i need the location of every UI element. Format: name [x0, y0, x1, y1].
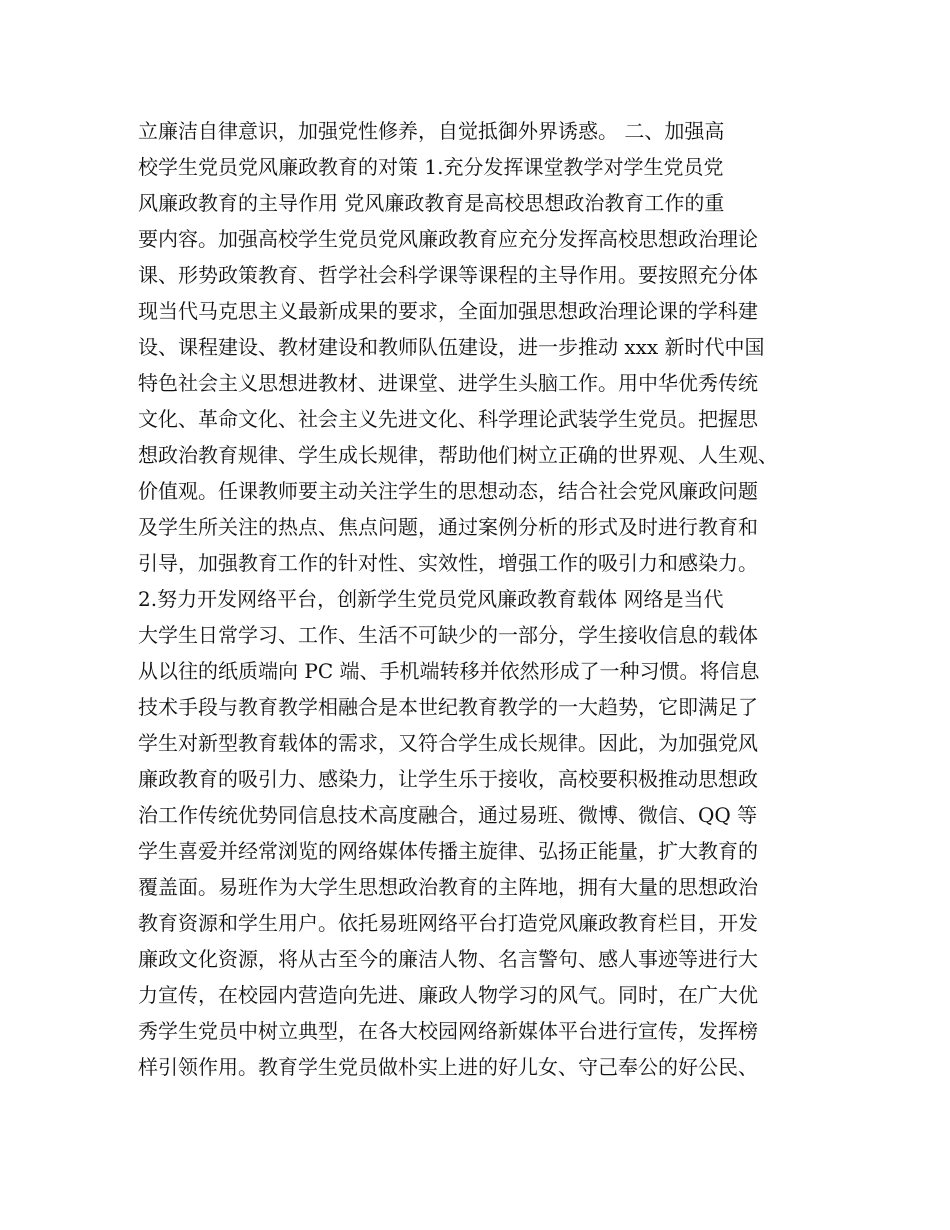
text-line-10: 想政治教育规律、学生成长规律，帮助他们树立正确的世界观、人生观、: [138, 443, 778, 467]
text-line-12: 及学生所关注的热点、焦点问题，通过案例分析的形式及时进行教育和: [138, 515, 758, 539]
body-text: [138, 113, 828, 1085]
text-line-23: 教育资源和学生用户。依托易班网络平台打造党风廉政教育栏目，开发: [138, 911, 758, 935]
text-line-21: 学生喜爱并经常浏览的网络媒体传播主旋律、弘扬正能量，扩大教育的: [138, 839, 758, 863]
text-line-19: 廉政教育的吸引力、感染力，让学生乐于接收，高校要积极推动思想政: [138, 767, 758, 791]
text-line-2: 校学生党员党风廉政教育的对策 1.充分发挥课堂教学对学生党员党: [138, 155, 724, 179]
text-line-22: 覆盖面。易班作为大学生思想政治教育的主阵地，拥有大量的思想政治: [138, 875, 758, 899]
text-line-5: 课、形势政策教育、哲学社会科学课等课程的主导作用。要按照充分体: [138, 263, 758, 287]
text-line-8: 特色社会主义思想进教材、进课堂、进学生头脑工作。用中华优秀传统: [138, 371, 758, 395]
text-line-7: 设、课程建设、教材建设和教师队伍建设，进一步推动 xxx 新时代中国: [138, 335, 765, 359]
text-line-6: 现当代马克思主义最新成果的要求，全面加强思想政治理论课的学科建: [138, 299, 758, 323]
text-line-20: 治工作传统优势同信息技术高度融合，通过易班、微博、微信、QQ 等: [138, 803, 758, 827]
text-line-1: 立廉洁自律意识，加强党性修养，自觉抵御外界诱惑。 二、加强高: [138, 119, 725, 143]
text-line-25: 力宣传，在校园内营造向先进、廉政人物学习的风气。同时，在广大优: [138, 983, 758, 1007]
text-line-27: 样引领作用。教育学生党员做朴实上进的好儿女、守己奉公的好公民、: [138, 1055, 758, 1079]
text-line-15: 大学生日常学习、工作、生活不可缺少的一部分，学生接收信息的载体: [138, 623, 758, 647]
text-line-26: 秀学生党员中树立典型，在各大校园网络新媒体平台进行宣传，发挥榜: [138, 1019, 758, 1043]
text-line-4: 要内容。加强高校学生党员党风廉政教育应充分发挥高校思想政治理论: [138, 227, 758, 251]
text-line-13: 引导，加强教育工作的针对性、实效性，增强工作的吸引力和感染力。: [138, 551, 758, 575]
text-line-24: 廉政文化资源，将从古至今的廉洁人物、名言警句、感人事迹等进行大: [138, 947, 758, 971]
text-line-14: 2.努力开发网络平台，创新学生党员党风廉政教育载体 网络是当代: [138, 587, 724, 611]
text-line-11: 价值观。任课教师要主动关注学生的思想动态，结合社会党风廉政问题: [138, 479, 758, 503]
text-line-18: 学生对新型教育载体的需求，又符合学生成长规律。因此，为加强党风: [138, 731, 758, 755]
text-line-16: 从以往的纸质端向 PC 端、手机端转移并依然形成了一种习惯。将信息: [138, 659, 760, 683]
text-line-9: 文化、革命文化、社会主义先进文化、科学理论武装学生党员。把握思: [138, 407, 758, 431]
text-line-3: 风廉政教育的主导作用 党风廉政教育是高校思想政治教育工作的重: [138, 191, 725, 215]
text-line-17: 技术手段与教育教学相融合是本世纪教育教学的一大趋势，它即满足了: [138, 695, 758, 719]
